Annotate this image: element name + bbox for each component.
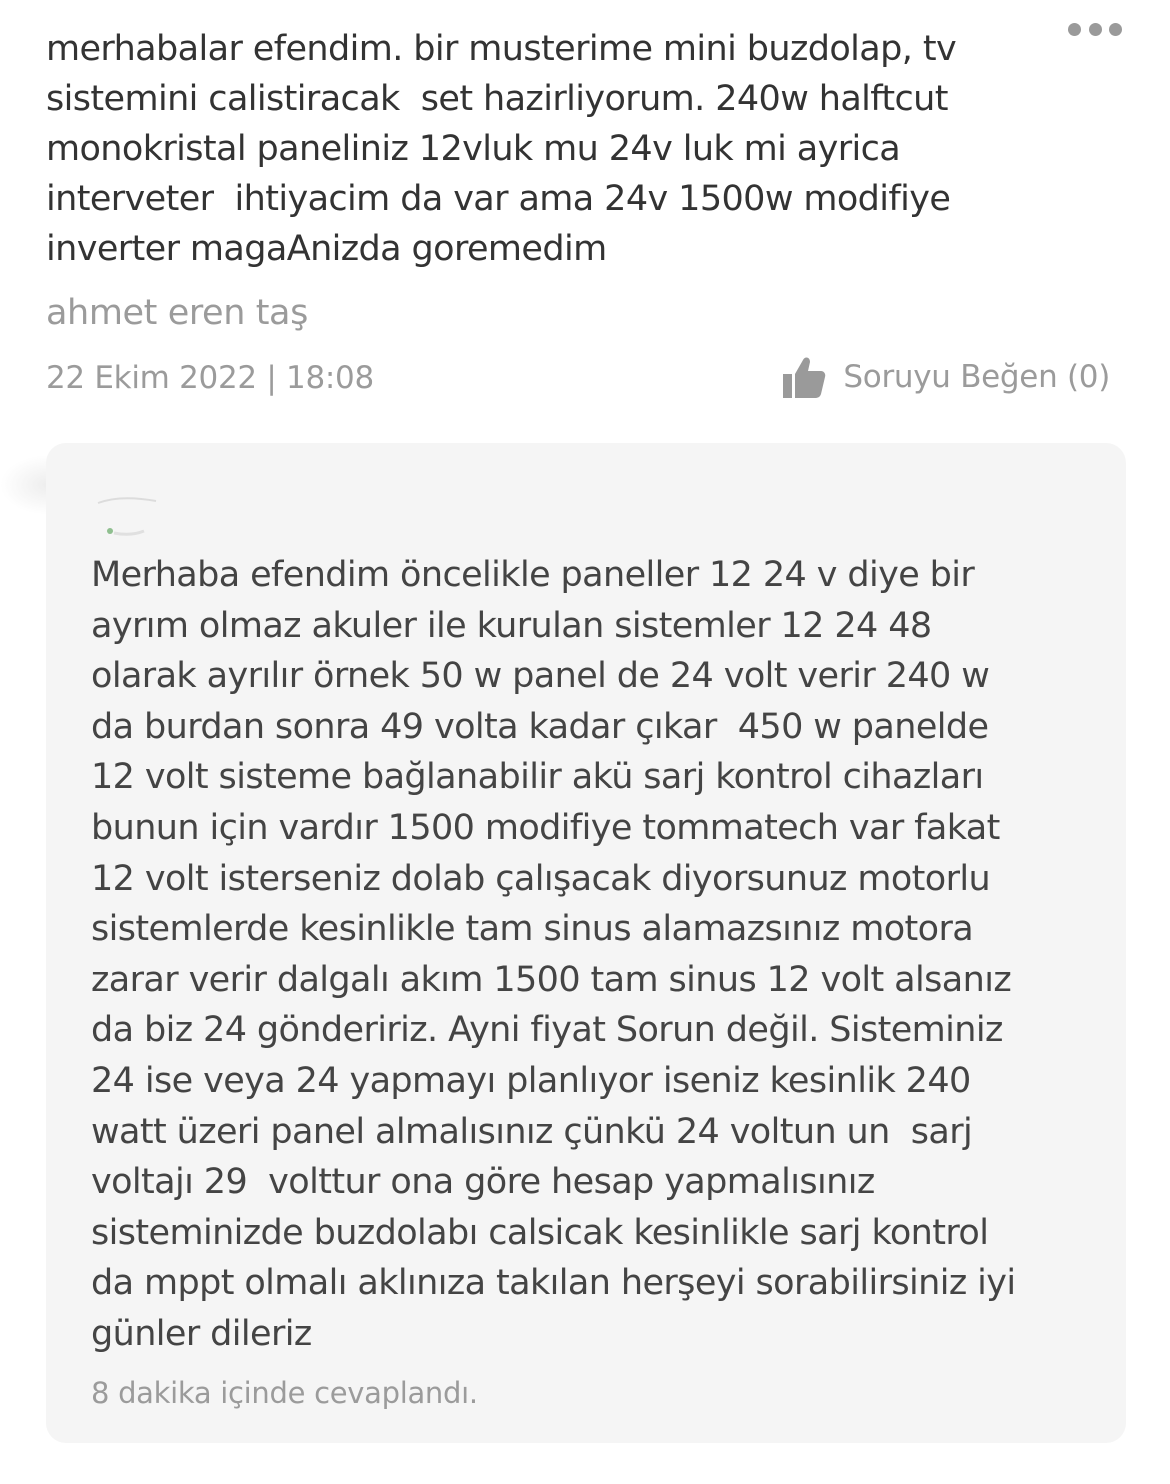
answer-line: günler dileriz xyxy=(91,1313,312,1354)
answer-line: sistemlerde kesinlikle tam sinus alamazsınız motora xyxy=(91,909,974,950)
more-horizontal-icon-dot xyxy=(1109,23,1122,36)
thumbs-up-icon xyxy=(781,354,827,400)
answer-line: zarar verir dalgalı akım 1500 tam sinus 12 volt alsanız xyxy=(91,959,1012,1000)
answer-text xyxy=(91,550,1091,1360)
answer-line: ayrım olmaz akuler ile kurulan sistemler 12 24 48 xyxy=(91,605,932,646)
question-line: inverter magaAnizda goremedim xyxy=(46,229,607,269)
answer-line: da mppt olmalı aklınıza takılan herşeyi sorabilirsiniz iyi xyxy=(91,1263,1016,1304)
question-line: interveter ihtiyacim da var ama 24v 1500w modifiye xyxy=(46,179,951,219)
question-date: 22 Ekim 2022 | 18:08 xyxy=(46,360,374,396)
question-line: sistemini calistiracak set hazirliyorum. 240w halftcut xyxy=(46,79,948,119)
answer-line: 12 volt sisteme bağlanabilir akü sarj kontrol cihazları xyxy=(91,757,984,798)
answer-line: 24 ise veya 24 yapmayı planlıyor iseniz kesinlik 240 xyxy=(91,1060,971,1101)
question-author: ahmet eren taş xyxy=(46,293,308,333)
answer-line: Merhaba efendim öncelikle paneller 12 24 v diye bir xyxy=(91,555,975,595)
more-horizontal-icon xyxy=(1068,23,1081,36)
question-text xyxy=(46,24,1056,274)
answer-card xyxy=(46,443,1126,1443)
answer-line: da biz 24 göndeririz. Ayni fiyat Sorun değil. Sisteminiz xyxy=(91,1010,1003,1051)
brand-logo-icon xyxy=(94,493,164,537)
answer-line: da burdan sonra 49 volta kadar çıkar 450 w panelde xyxy=(91,706,989,747)
answer-line: bunun için vardır 1500 modifiye tommatech var fakat xyxy=(91,807,1000,848)
like-question-button[interactable] xyxy=(781,352,1110,402)
answer-line: 12 volt isterseniz dolab çalışacak diyorsunuz motorlu xyxy=(91,858,991,899)
question-line: monokristal paneliniz 12vluk mu 24v luk mi ayrica xyxy=(46,129,901,169)
more-horizontal-icon-dot xyxy=(1089,23,1102,36)
answer-line: watt üzeri panel almalısınız çünkü 24 voltun un sarj xyxy=(91,1111,973,1152)
answer-line: voltajı 29 volttur ona göre hesap yapmalısınız xyxy=(91,1162,875,1203)
answer-line: sisteminizde buzdolabı calsicak kesinlikle sarj kontrol xyxy=(91,1212,989,1253)
more-options-button[interactable] xyxy=(1068,20,1122,38)
question-block xyxy=(46,24,1056,274)
answered-time: 8 dakika içinde cevaplandı. xyxy=(91,1376,478,1410)
like-question-label: Soruyu Beğen (0) xyxy=(843,359,1110,395)
answer-line: olarak ayrılır örnek 50 w panel de 24 volt verir 240 w xyxy=(91,656,990,697)
question-line: merhabalar efendim. bir musterime mini buzdolap, tv xyxy=(46,29,957,69)
